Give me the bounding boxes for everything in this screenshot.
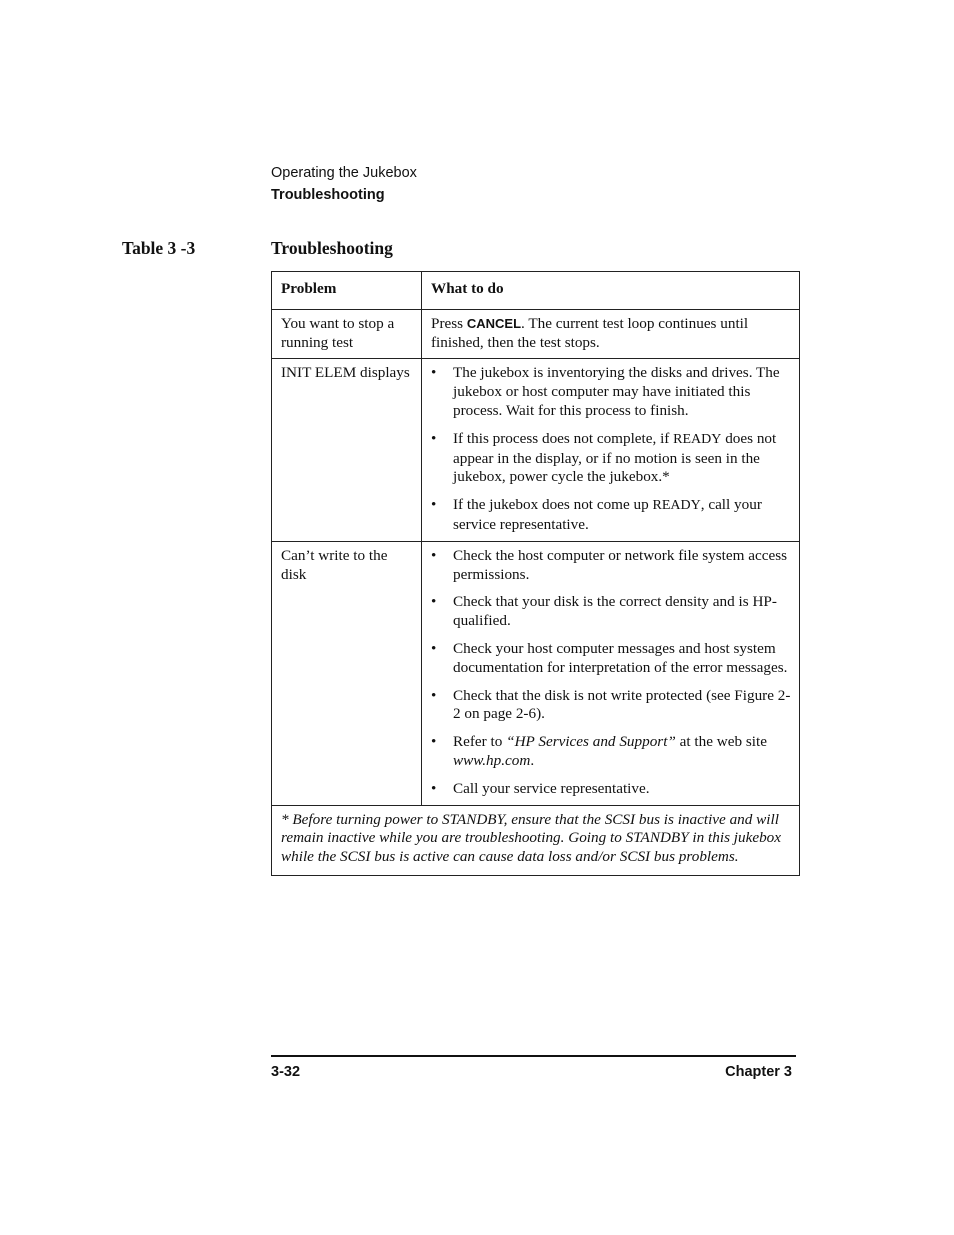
table-row bbox=[272, 359, 800, 541]
chapter-label: Chapter 3 bbox=[725, 1064, 792, 1080]
solution-cell bbox=[422, 542, 799, 805]
table-header-row bbox=[272, 272, 800, 310]
list-item: • Check your host computer messages and host system documentation for interpretation of the error messages. bbox=[431, 639, 788, 676]
bullet-icon: • bbox=[431, 686, 437, 704]
list-item: • If the jukebox does not come up READY, call your service representative. bbox=[431, 496, 762, 533]
bullet-icon: • bbox=[431, 429, 437, 447]
table-footnote-row bbox=[272, 805, 800, 875]
list-item: • Check that the disk is not write protected (see Figure 2-2 on page 2-6). bbox=[431, 686, 791, 723]
table-title: Troubleshooting bbox=[271, 238, 393, 258]
bullet-icon: • bbox=[431, 779, 437, 797]
cancel-key: CANCEL bbox=[466, 315, 522, 331]
table-number: Table 3 -3 bbox=[122, 238, 196, 258]
web-site-url: www.hp.com bbox=[453, 751, 531, 769]
troubleshooting-table bbox=[271, 271, 800, 876]
list-item: • If this process does not complete, if READY does not appear in the display, or if no motion is seen in the jukebox, power cycle the jukebox.* bbox=[431, 429, 777, 486]
table-footnote: * Before turning power to STANDBY, ensure that the SCSI bus is inactive and will remain inactive while you are troubleshooting. Going to STANDBY in this jukebox while the SCSI bus is active can cause data loss and/or SCSI bus problems. bbox=[281, 810, 782, 866]
solution-cell: Press CANCEL. The current test loop continues until finished, then the test stops. bbox=[431, 314, 749, 351]
list-item: • Check the host computer or network file system access permissions. bbox=[431, 546, 788, 583]
list-item: • Check that your disk is the correct density and is HP-qualified. bbox=[431, 593, 777, 630]
problem-cell: You want to stop a running test bbox=[281, 314, 395, 351]
problem-cell: INIT ELEM displays bbox=[281, 364, 410, 382]
list-item: • The jukebox is inventorying the disks and drives. The jukebox or host computer may have initiated this process. Wait for this process to finish. bbox=[431, 364, 780, 419]
problem-cell: Can’t write to the disk bbox=[281, 546, 388, 583]
bullet-icon: • bbox=[431, 593, 437, 611]
bullet-icon: • bbox=[431, 546, 437, 564]
hp-services-reference: “HP Services and Support” bbox=[506, 733, 676, 751]
bullet-icon: • bbox=[431, 364, 437, 382]
footer-rule bbox=[271, 1055, 796, 1057]
col-header-what-to-do: What to do bbox=[431, 280, 504, 297]
bullet-icon: • bbox=[431, 639, 437, 657]
list-item: • Call your service representative. bbox=[431, 779, 650, 797]
bullet-icon: • bbox=[431, 733, 437, 751]
solution-cell bbox=[422, 359, 799, 540]
page-number: 3-32 bbox=[271, 1064, 301, 1080]
col-header-problem: Problem bbox=[281, 280, 337, 297]
table-row bbox=[272, 309, 800, 359]
running-header-subsection: Troubleshooting bbox=[271, 187, 385, 203]
list-item: • Refer to “HP Services and Support” at the web site www.hp.com. bbox=[431, 733, 767, 769]
running-header-section: Operating the Jukebox bbox=[271, 165, 417, 181]
bullet-icon: • bbox=[431, 496, 437, 514]
table-row bbox=[272, 541, 800, 805]
